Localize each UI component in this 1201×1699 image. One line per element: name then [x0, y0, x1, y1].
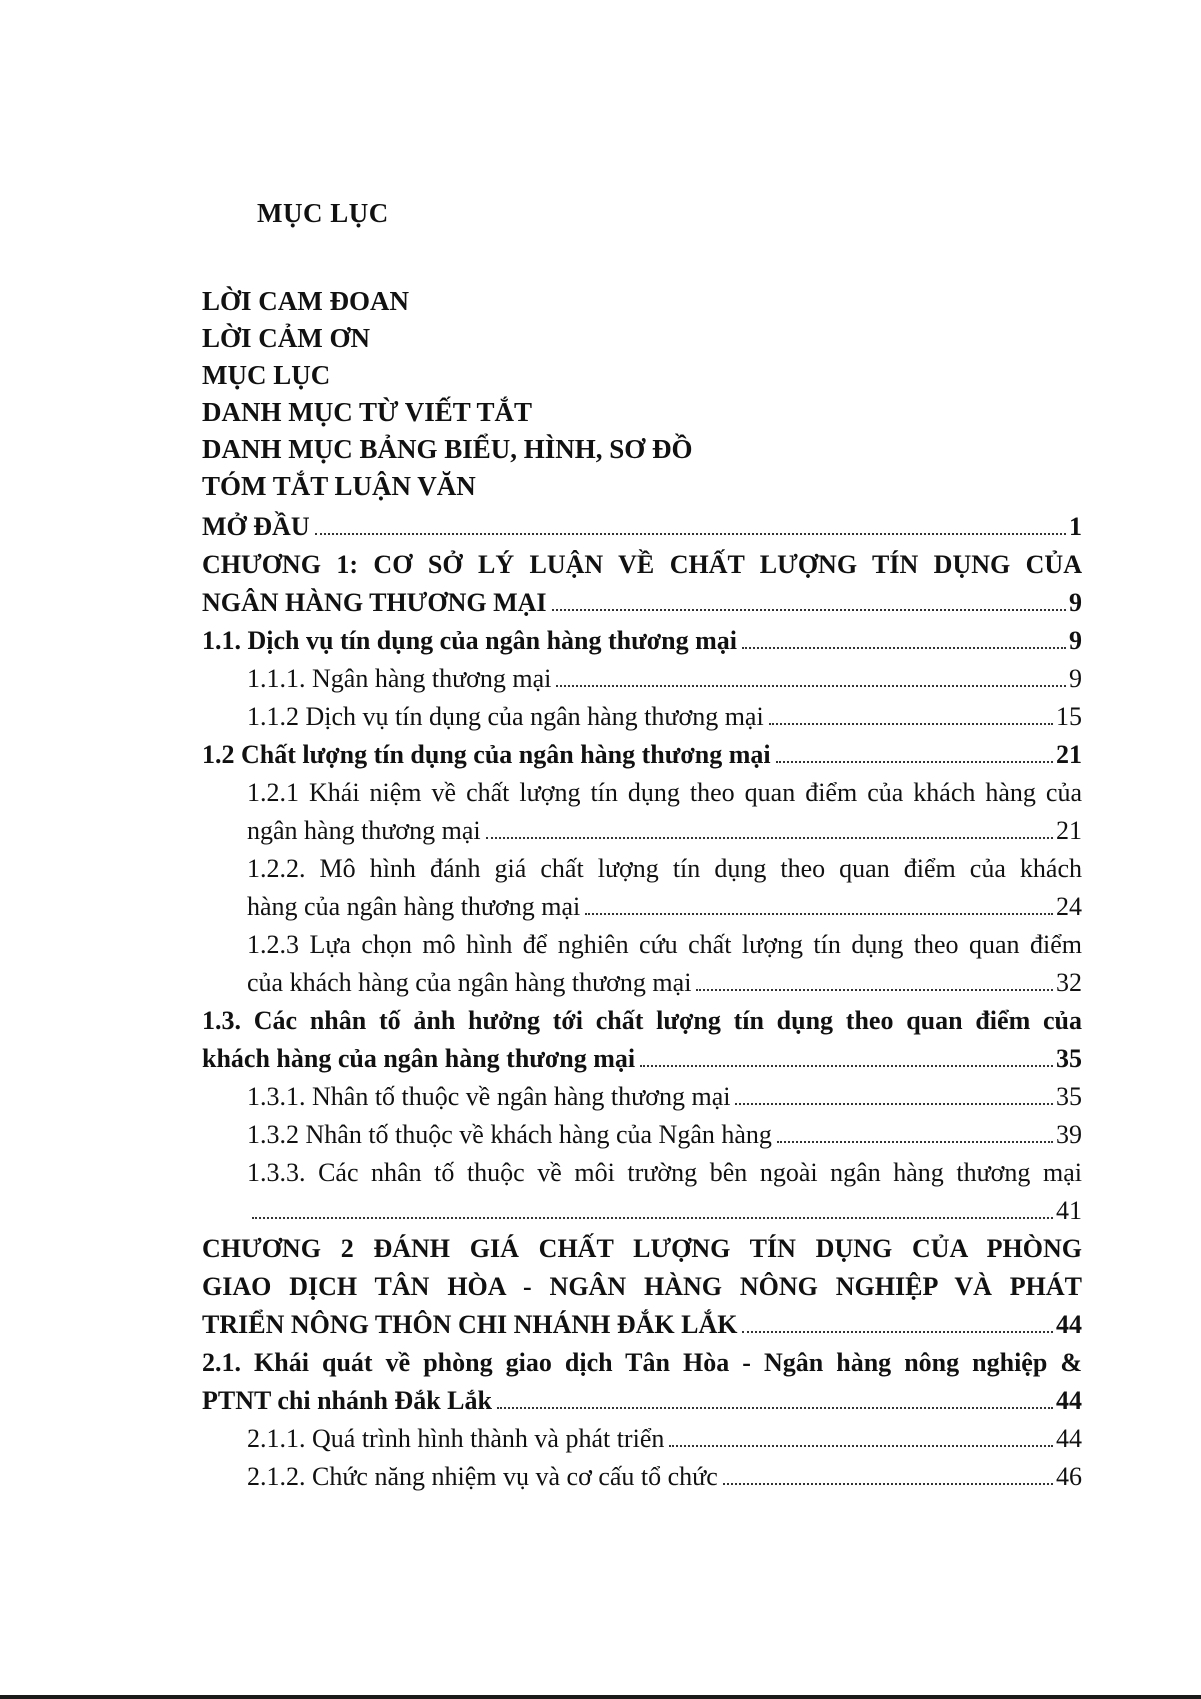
dot-leader [552, 609, 1067, 611]
toc-entry-title: khách hàng của ngân hàng thương mại [202, 1044, 636, 1073]
toc-entry-title: ngân hàng thương mại [247, 816, 481, 845]
toc-entry-line: CHƯƠNG 2 ĐÁNH GIÁ CHẤT LƯỢNG TÍN DỤNG CỦA PHÒNG [202, 1234, 1082, 1263]
toc-entry-line: GIAO DỊCH TÂN HÒA - NGÂN HÀNG NÔNG NGHIỆP VÀ PHÁT [202, 1272, 1082, 1301]
dot-leader [669, 1445, 1053, 1447]
toc-entry-title: PTNT chi nhánh Đắk Lắk [202, 1386, 492, 1415]
dot-leader [776, 761, 1053, 763]
toc-entry-line: 1.3. Các nhân tố ảnh hưởng tới chất lượng tín dụng theo quan điểm của [202, 1006, 1082, 1035]
toc-page-number: 21 [1056, 740, 1082, 769]
toc-page-number: 46 [1056, 1462, 1082, 1491]
toc-entry [202, 1078, 1082, 1116]
front-matter-item: LỜI CAM ĐOAN [202, 286, 409, 316]
dot-leader [742, 1331, 1053, 1333]
dot-leader [315, 533, 1066, 535]
toc-page-number: 35 [1056, 1044, 1082, 1073]
dot-leader [556, 685, 1066, 687]
toc-page-number: 1 [1069, 512, 1082, 541]
toc-page-number: 39 [1056, 1120, 1082, 1149]
toc-entry-title: 1.2 Chất lượng tín dụng của ngân hàng thương mại [202, 740, 771, 769]
toc-entry [202, 1344, 1082, 1420]
toc-entry-title: hàng của ngân hàng thương mại [247, 892, 581, 921]
toc-entry [202, 926, 1082, 1002]
toc-entry [202, 622, 1082, 660]
toc-entry-title: 1.1.1. Ngân hàng thương mại [247, 664, 552, 693]
front-matter-item: DANH MỤC TỪ VIẾT TẮT [202, 397, 533, 427]
toc-entry [202, 508, 1082, 546]
toc-page-number: 35 [1056, 1082, 1082, 1111]
toc-entry-title: MỞ ĐẦU [202, 512, 310, 541]
toc-entry-title: 1.3.2 Nhân tố thuộc về khách hàng của Ngân hàng [247, 1120, 772, 1149]
toc-entry [202, 1116, 1082, 1154]
toc-page-number: 9 [1069, 664, 1082, 693]
toc-entry [202, 736, 1082, 774]
toc-entry [202, 850, 1082, 926]
dot-leader [486, 837, 1053, 839]
table-of-contents [202, 508, 1082, 1496]
toc-entry-title: TRIỂN NÔNG THÔN CHI NHÁNH ĐẮK LẮK [202, 1310, 738, 1339]
toc-page-number: 44 [1056, 1424, 1082, 1453]
toc-entry [202, 1420, 1082, 1458]
toc-entry-title: 1.1. Dịch vụ tín dụng của ngân hàng thương mại [202, 626, 737, 655]
toc-entry-line: 2.1. Khái quát về phòng giao dịch Tân Hòa - Ngân hàng nông nghiệp & [202, 1348, 1082, 1377]
dot-leader [769, 723, 1053, 725]
dot-leader [252, 1217, 1053, 1219]
dot-leader [723, 1483, 1053, 1485]
toc-page-number: 15 [1056, 702, 1082, 731]
toc-page-number: 44 [1056, 1310, 1082, 1339]
toc-entry-line: 1.2.1 Khái niệm về chất lượng tín dụng theo quan điểm của khách hàng của [247, 778, 1082, 807]
dot-leader [696, 989, 1053, 991]
toc-entry-title: NGÂN HÀNG THƯƠNG MẠI [202, 588, 547, 617]
toc-page-number: 32 [1056, 968, 1082, 997]
front-matter-list [202, 283, 1082, 505]
dot-leader [640, 1065, 1053, 1067]
toc-entry [202, 1154, 1082, 1230]
toc-entry-title: 2.1.2. Chức năng nhiệm vụ và cơ cấu tổ chức [247, 1462, 718, 1491]
toc-entry-title: của khách hàng của ngân hàng thương mại [247, 968, 692, 997]
dot-leader [585, 913, 1053, 915]
toc-entry-line: 1.2.2. Mô hình đánh giá chất lượng tín dụng theo quan điểm của khách [247, 854, 1082, 883]
toc-entry [202, 1002, 1082, 1078]
toc-entry-title: 1.1.2 Dịch vụ tín dụng của ngân hàng thương mại [247, 702, 764, 731]
toc-entry-line: 1.3.3. Các nhân tố thuộc về môi trường bên ngoài ngân hàng thương mại [247, 1158, 1082, 1187]
toc-page-number: 21 [1056, 816, 1082, 845]
dot-leader [742, 647, 1066, 649]
toc-page-number: 41 [1056, 1196, 1082, 1225]
toc-entry [202, 698, 1082, 736]
dot-leader [735, 1103, 1053, 1105]
dot-leader [497, 1407, 1053, 1409]
page-bottom-edge [0, 1695, 1201, 1699]
front-matter-item: LỜI CẢM ƠN [202, 323, 370, 353]
toc-entry [202, 1458, 1082, 1496]
toc-page-number: 9 [1069, 588, 1082, 617]
toc-entry-line: 1.2.3 Lựa chọn mô hình để nghiên cứu chất lượng tín dụng theo quan điểm [247, 930, 1082, 959]
toc-entry-title: 1.3.1. Nhân tố thuộc về ngân hàng thương mại [247, 1082, 731, 1111]
toc-page-number: 24 [1056, 892, 1082, 921]
front-matter-item: MỤC LỤC [202, 360, 331, 390]
toc-entry-title: 2.1.1. Quá trình hình thành và phát triển [247, 1424, 665, 1453]
toc-entry [202, 660, 1082, 698]
page-title: MỤC LỤC [257, 198, 389, 228]
toc-page-number: 9 [1069, 626, 1082, 655]
front-matter-item: TÓM TẮT LUẬN VĂN [202, 471, 476, 501]
toc-entry [202, 1230, 1082, 1344]
toc-entry-line: CHƯƠNG 1: CƠ SỞ LÝ LUẬN VỀ CHẤT LƯỢNG TÍN DỤNG CỦA [202, 550, 1082, 579]
front-matter-item: DANH MỤC BẢNG BIỂU, HÌNH, SƠ ĐỒ [202, 434, 693, 464]
dot-leader [777, 1141, 1053, 1143]
toc-page-number: 44 [1056, 1386, 1082, 1415]
toc-entry [202, 546, 1082, 622]
toc-entry [202, 774, 1082, 850]
